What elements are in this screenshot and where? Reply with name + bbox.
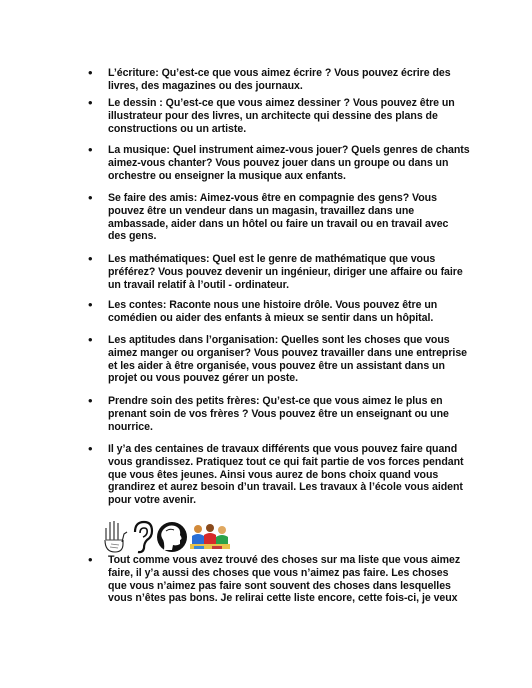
bullet-marker: • [88,65,93,80]
bullet-marker: • [88,251,93,266]
list-item-text [108,192,468,243]
list-item-text [108,443,468,507]
text-line: et les aider à être organisée, vous pouvez être un assistant dans un [108,359,445,372]
list-item-text [108,395,468,433]
list-item-text [108,554,468,605]
bullet-marker: • [88,95,93,110]
text-line: constructions ou un artiste. [108,122,247,135]
text-line: illustrateur pour des livres, un architecte qui dessine des plans de [108,109,438,122]
bullet-marker: • [88,441,93,456]
bullet-marker: • [88,393,93,408]
list-item-text [108,299,468,325]
list-item-text [108,97,468,135]
text-line: comédien ou aider des enfants à mieux se sentir dans un hôpital. [108,311,434,324]
text-line: L’écriture: Qu’est-ce que vous aimez écrire ? Vous pouvez écrire des [108,67,451,79]
text-line: des gens. [108,230,157,243]
clipart-row [102,518,232,554]
list-item-text [108,253,468,291]
text-line: aimez manger ou organiser? Vous pouvez travailler dans une entreprise [108,346,468,359]
text-line: livres, des magazines ou des journaux. [108,79,303,92]
text-line: que vous êtes jeunes. Ainsi vous aurez de bons choix quand vous [108,468,439,481]
text-line: La musique: Quel instrument aimez-vous jouer? Quels genres de chants [108,144,470,156]
bullet-marker: • [88,332,93,347]
text-line: grandirez et aurez besoin d’un travail. Les travaux à l’école vous aident [108,481,463,494]
text-line: vous n’êtes pas bons. Je relirai cette liste encore, cette fois-ci, je veux [108,592,458,605]
bullet-marker: • [88,552,93,567]
text-line: Tout comme vous avez trouvé des choses sur ma liste que vous aimez [108,554,461,566]
text-line: Il y’a des centaines de travaux différents que vous pouvez faire quand [108,443,458,455]
list-item-text [108,144,468,182]
list-item-text [108,334,468,385]
text-line: Se faire des amis: Aimez-vous être en compagnie des gens? Vous [108,192,437,204]
text-line: nourrice. [108,420,153,433]
children-group-icon [190,524,230,549]
text-line: Les aptitudes dans l’organisation: Quelles sont les choses que vous [108,334,450,346]
text-line: que vous n’aimez pas faire sont souvent des choses dans lesquelles [108,579,451,592]
text-line: vous grandissez. Pratiquez tout ce qui fait partie de vos forces pendant [108,455,464,468]
text-line: pouvez être un vendeur dans un magasin, travaillez dans une [108,204,415,217]
clipart-strip [102,518,232,554]
text-line: orchestre ou enseigner la musique aux enfants. [108,169,346,182]
hand-icon [105,521,127,552]
text-line: préférez? Vous pouvez devenir un ingénieur, diriger une affaire ou faire [108,265,463,278]
text-line: prenant soin de vos frères ? Vous pouvez être un enseignant ou une [108,407,449,420]
list-item-text [108,67,468,93]
bullet-marker: • [88,190,93,205]
text-line: Prendre soin des petits frères: Qu’est-ce que vous aimez le plus en [108,395,443,407]
text-line: faire, il y’a aussi des choses que vous n’aimez pas faire. Les choses [108,566,449,579]
text-line: pour votre avenir. [108,494,196,507]
text-line: Le dessin : Qu’est-ce que vous aimez dessiner ? Vous pouvez être un [108,97,455,109]
bullet-marker: • [88,142,93,157]
bullet-marker: • [88,297,93,312]
text-line: aimez-vous chanter? Vous pouvez jouer dans un groupe ou dans un [108,156,449,169]
text-line: un travail relatif à l’outil - ordinateur. [108,278,289,291]
text-line: Les contes: Raconte nous une histoire drôle. Vous pouvez être un [108,299,438,311]
text-line: Les mathématiques: Quel est le genre de mathématique que vous [108,253,436,265]
ear-icon [135,522,152,552]
text-line: projet ou vous pouvez gérer un poste. [108,372,299,385]
text-line: ambassade, aider dans un hôtel ou faire un travail ou en travail avec [108,217,449,230]
head-silhouette-icon [157,522,187,552]
